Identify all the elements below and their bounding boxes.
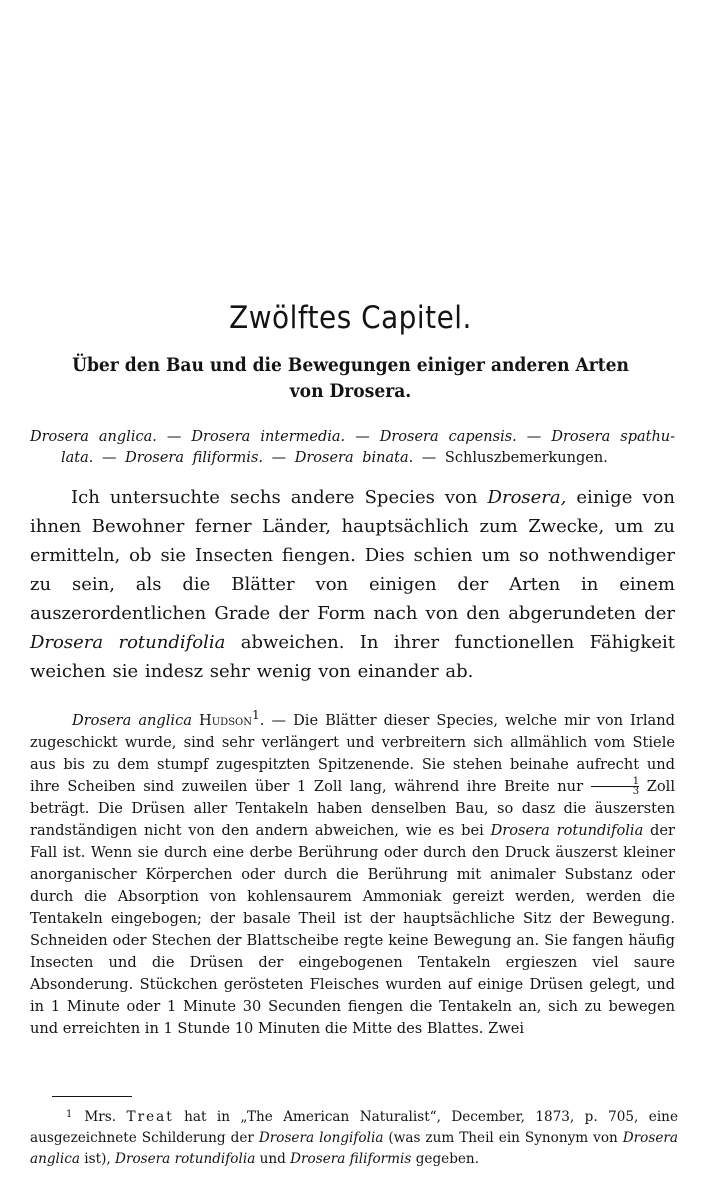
summary-species: Drosera filiformis. [125, 450, 263, 466]
summary-line-2: lata. — Drosera filiformis. — Drosera binata. — Schluszbemerkungen. [61, 450, 608, 466]
chapter-subtitle-line-2: von Drosera. [289, 380, 412, 402]
summary-species: lata. [61, 450, 94, 466]
footnote-mark: 1 [66, 1109, 73, 1120]
footnote-divider [52, 1096, 132, 1097]
summary-species: Drosera capensis. [379, 429, 517, 445]
footnote: $^1$ Mrs. Treat hat in „The American Naturalist“, December, 1873, p. 705, eine ausgezeichnete Schilderung der Drosera longifolia (was zum Theil ein Synonym von Drosera anglica ist), Drosera rotundifolia und Drosera filiformis gegeben. [30, 1109, 678, 1167]
summary-species: Drosera anglica. [30, 429, 157, 445]
chapter-title: Zwölftes Capitel. [229, 300, 472, 336]
footnote-reference: 1 [252, 708, 260, 722]
chapter-subtitle-line-1: Über den Bau und die Bewegungen einiger anderen Arten [72, 354, 629, 376]
summary-species: Drosera spathu- [551, 429, 676, 445]
intro-paragraph: Ich untersuchte sechs andere Species von Drosera, einige von ihnen Bewohner ferner Länder, hauptsächlich zum Zwecke, um zu ermitteln, ob sie Insecten fiengen. Dies schien um so nothwendiger zu sein, als die Blätter von einigen der Arten in einem auszerordentlichen Grade der Form nach von den abgerundeten der Drosera rotundifolia abweichen. In ihrer functionellen Fähigkeit weichen sie indesz sehr wenig von einander ab. [30, 487, 675, 682]
summary-species: Drosera binata. [294, 450, 414, 466]
fraction-one-third: $\frac{1}{3}$ [591, 777, 639, 796]
chapter-subtitle [30, 352, 671, 404]
summary-conclusion: Schluszbemerkungen. [444, 450, 608, 466]
chapter-summary: Drosera anglica. — Drosera intermedia. — Drosera capensis. — Drosera spathu- lata. — Drosera filiformis. — Drosera binata. — Schluszbemerkungen. [30, 427, 675, 469]
footnote-author: Treat [126, 1109, 174, 1125]
body-paragraph-drosera-anglica: Drosera anglica Hudson$^1$. — Die Blätter dieser Species, welche mir von Irland zugeschickt wurde, sind sehr verlängert und verbreitern sich allmählich vom Stiele aus bis zu dem stumpf zugespitzten Spitzenende. Sie stehen beinahe aufrecht und ihre Scheiben sind zuweilen über 1 Zoll lang, während ihre Breite nur $\frac{1}{3}$ Zoll beträgt. Die Drüsen aller Tentakeln haben denselben Bau, so dasz die äuszersten randständigen nicht von den andern abweichen, wie es bei Drosera rotundifolia der Fall ist. Wenn sie durch eine derbe Berührung oder durch den Druck äuszerst kleiner anorganischer Körperchen oder durch die Berührung mit animaler Substanz oder durch die Absorption von kohlensaurem Ammoniak gereizt werden, werden die Tentakeln eingebogen; der basale Theil ist der hauptsächliche Sitz der Bewegung. Schneiden oder Stechen der Blattscheibe regte keine Bewegung an. Sie fangen häufig Insecten und die Drüsen der eingebogenen Tentakeln ergieszen viel saure Absonderung. Stückchen gerösteten Fleisches wurden auf einige Drüsen gelegt, und in 1 Minute oder 1 Minute 30 Secunden fiengen die Tentakeln an, sich zu bewegen und erreichten in 1 Stunde 10 Minuten die Mitte des Blattes. Zwei [30, 708, 676, 1037]
species-name: Drosera anglica [72, 711, 192, 729]
author-name: Hudson [199, 711, 253, 729]
summary-species: Drosera intermedia. [191, 429, 346, 445]
